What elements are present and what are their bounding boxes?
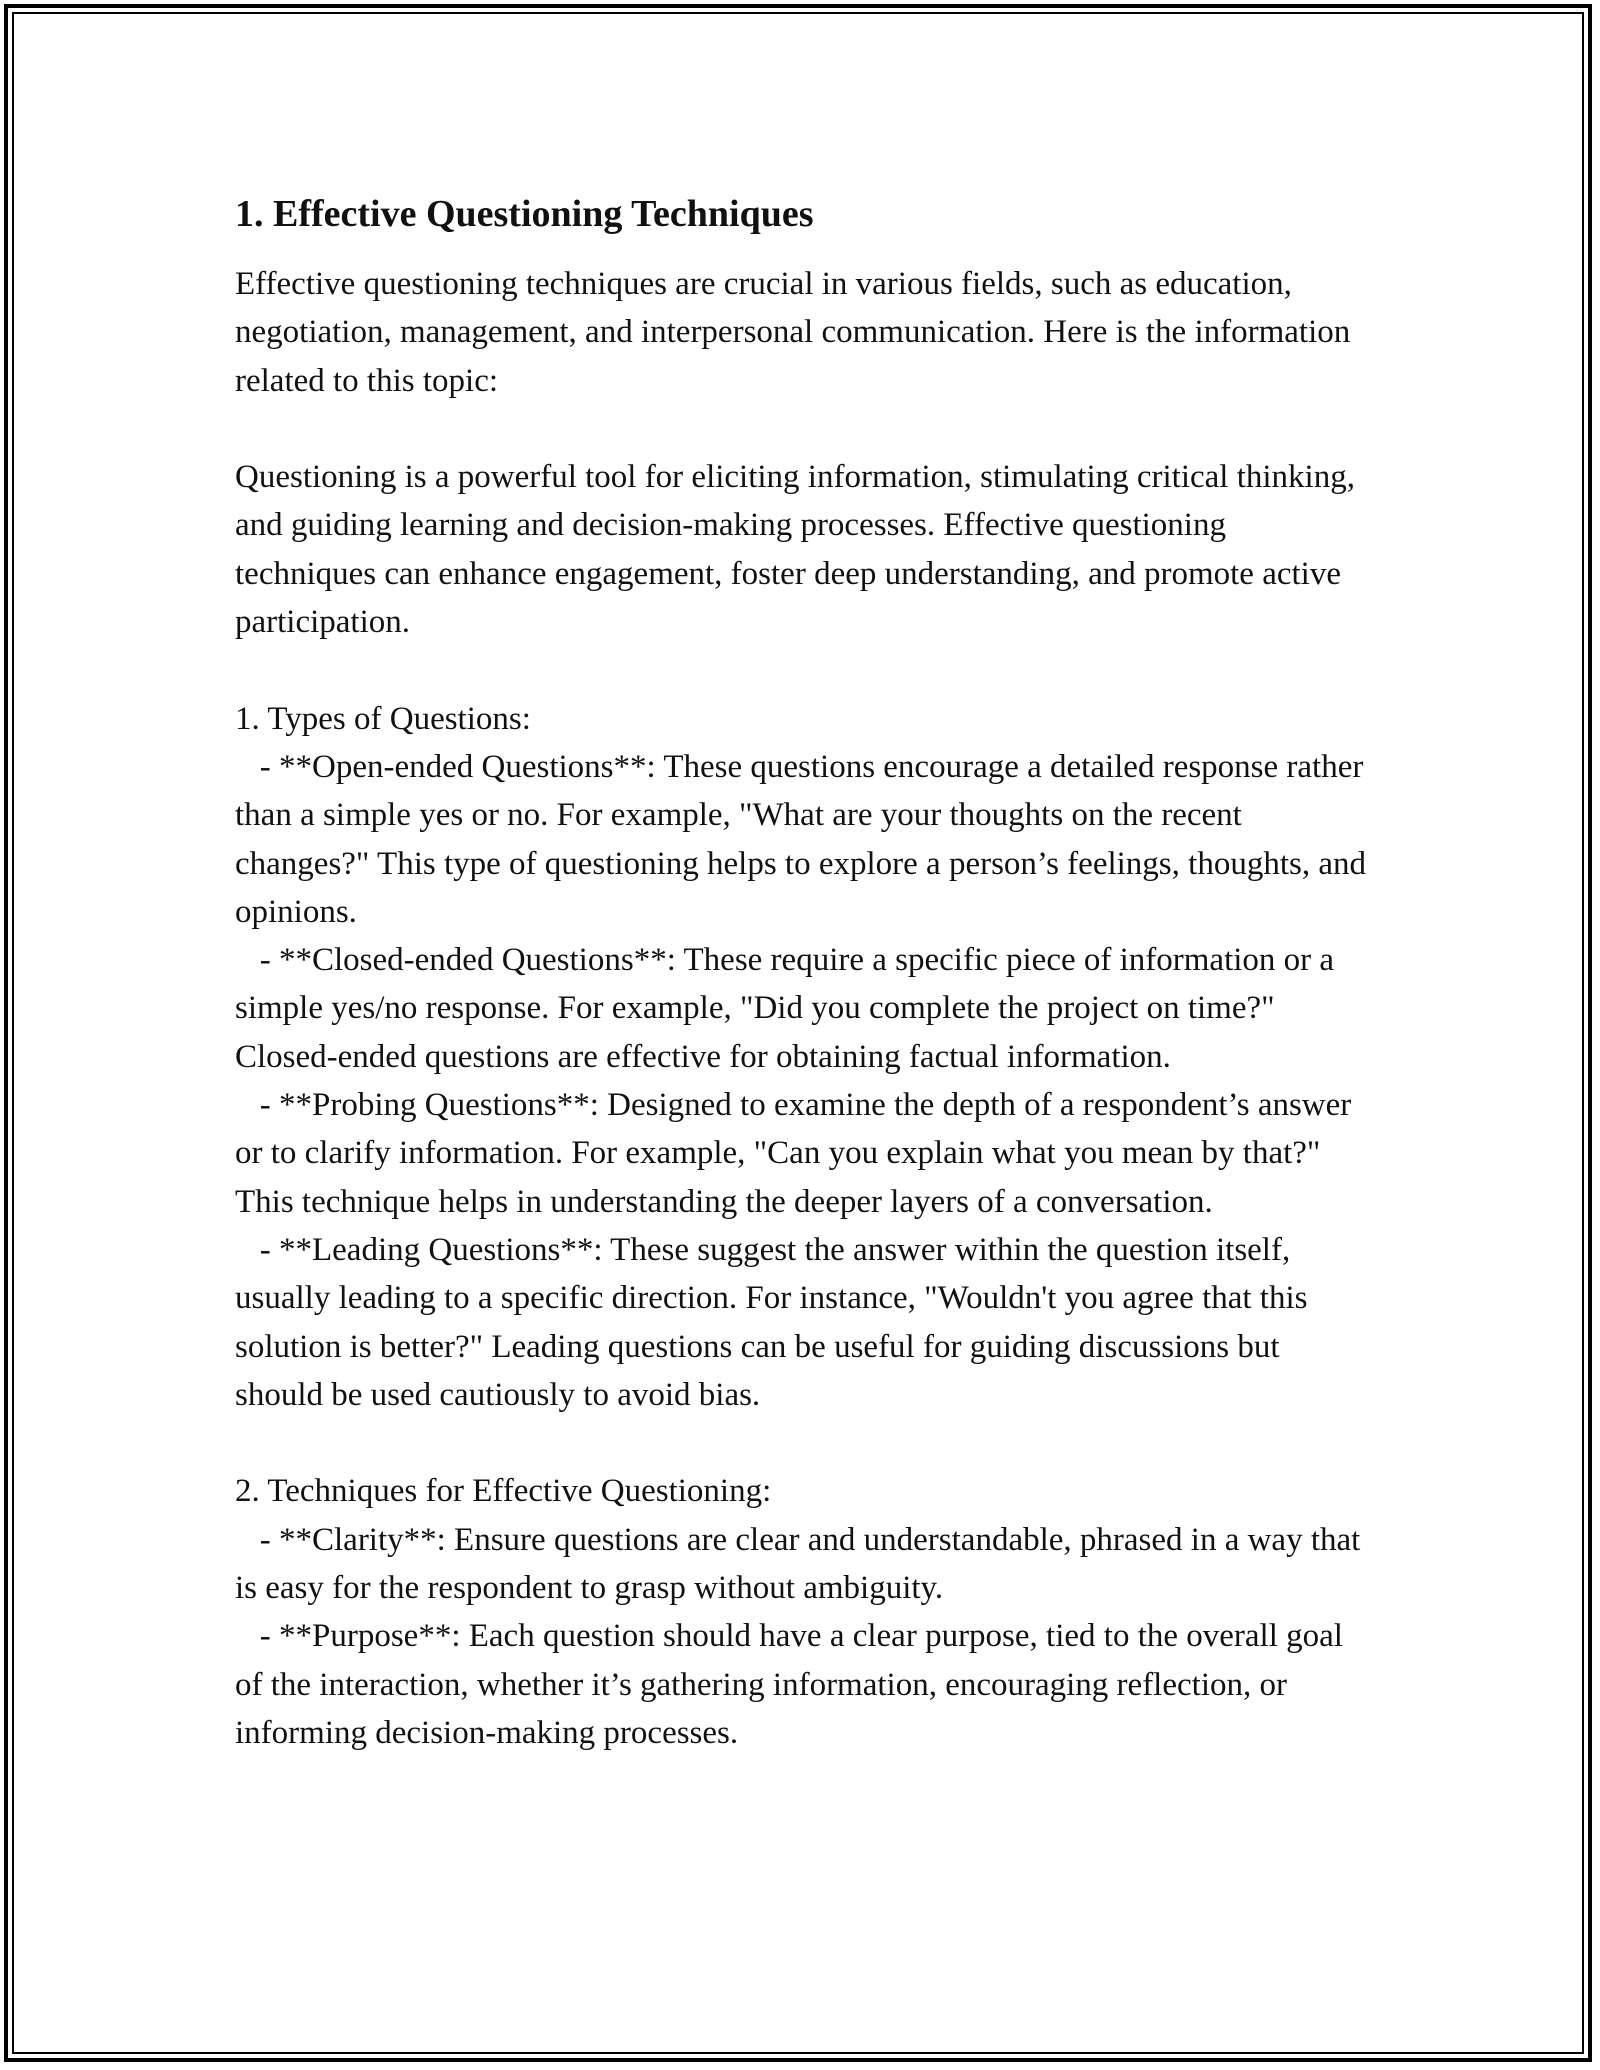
section-heading-techniques: 2. Techniques for Effective Questioning: (235, 1473, 772, 1510)
list-item-leading: - **Leading Questions**: These suggest the answer within the question itself, usually leading to a specific direction. For instance, "Wouldn't you agree that this solution is better?" Leading questions can be useful for guiding discussions but should be used cautiously to avoid bias. (235, 1231, 1316, 1413)
intro-paragraph: Effective questioning techniques are crucial in various fields, such as education, negotiation, management, and interpersonal communication. Here is the information related to this topic: (235, 266, 1359, 399)
section-heading-types: 1. Types of Questions: (235, 700, 531, 737)
list-item-closed-ended: - **Closed-ended Questions**: These require a specific piece of information or a simple yes/no response. For example, "Did you complete the project on time?" Closed-ended questions are effective for obtaining factual information. (235, 942, 1343, 1075)
list-item-purpose: - **Purpose**: Each question should have a clear purpose, tied to the overall goal of the interaction, whether it’s gathering information, encouraging reflection, or informing decision-making processes. (235, 1618, 1352, 1751)
overview-paragraph: Questioning is a powerful tool for eliciting information, stimulating critical thinking, and guiding learning and decision-making processes. Effective questioning techniques can enhance engagement, foster deep understanding, and promote active participation. (235, 459, 1364, 641)
list-item-clarity: - **Clarity**: Ensure questions are clear and understandable, phrased in a way that is easy for the respondent to grasp without ambiguity. (235, 1521, 1369, 1607)
paragraph-spacer (235, 405, 1375, 453)
paragraph-spacer (235, 646, 1375, 694)
list-item-probing: - **Probing Questions**: Designed to examine the depth of a respondent’s answer or to clarify information. For example, "Can you explain what you mean by that?" This technique helps in understanding the deeper layers of a conversation. (235, 1087, 1360, 1220)
document-title: 1. Effective Questioning Techniques (235, 193, 814, 235)
document-body (235, 186, 1375, 1757)
paragraph-spacer (235, 1419, 1375, 1467)
list-item-open-ended: - **Open-ended Questions**: These questions encourage a detailed response rather than a simple yes or no. For example, "What are your thoughts on the recent changes?" This type of questioning helps to explore a person’s feelings, thoughts, and opinions. (235, 748, 1375, 930)
